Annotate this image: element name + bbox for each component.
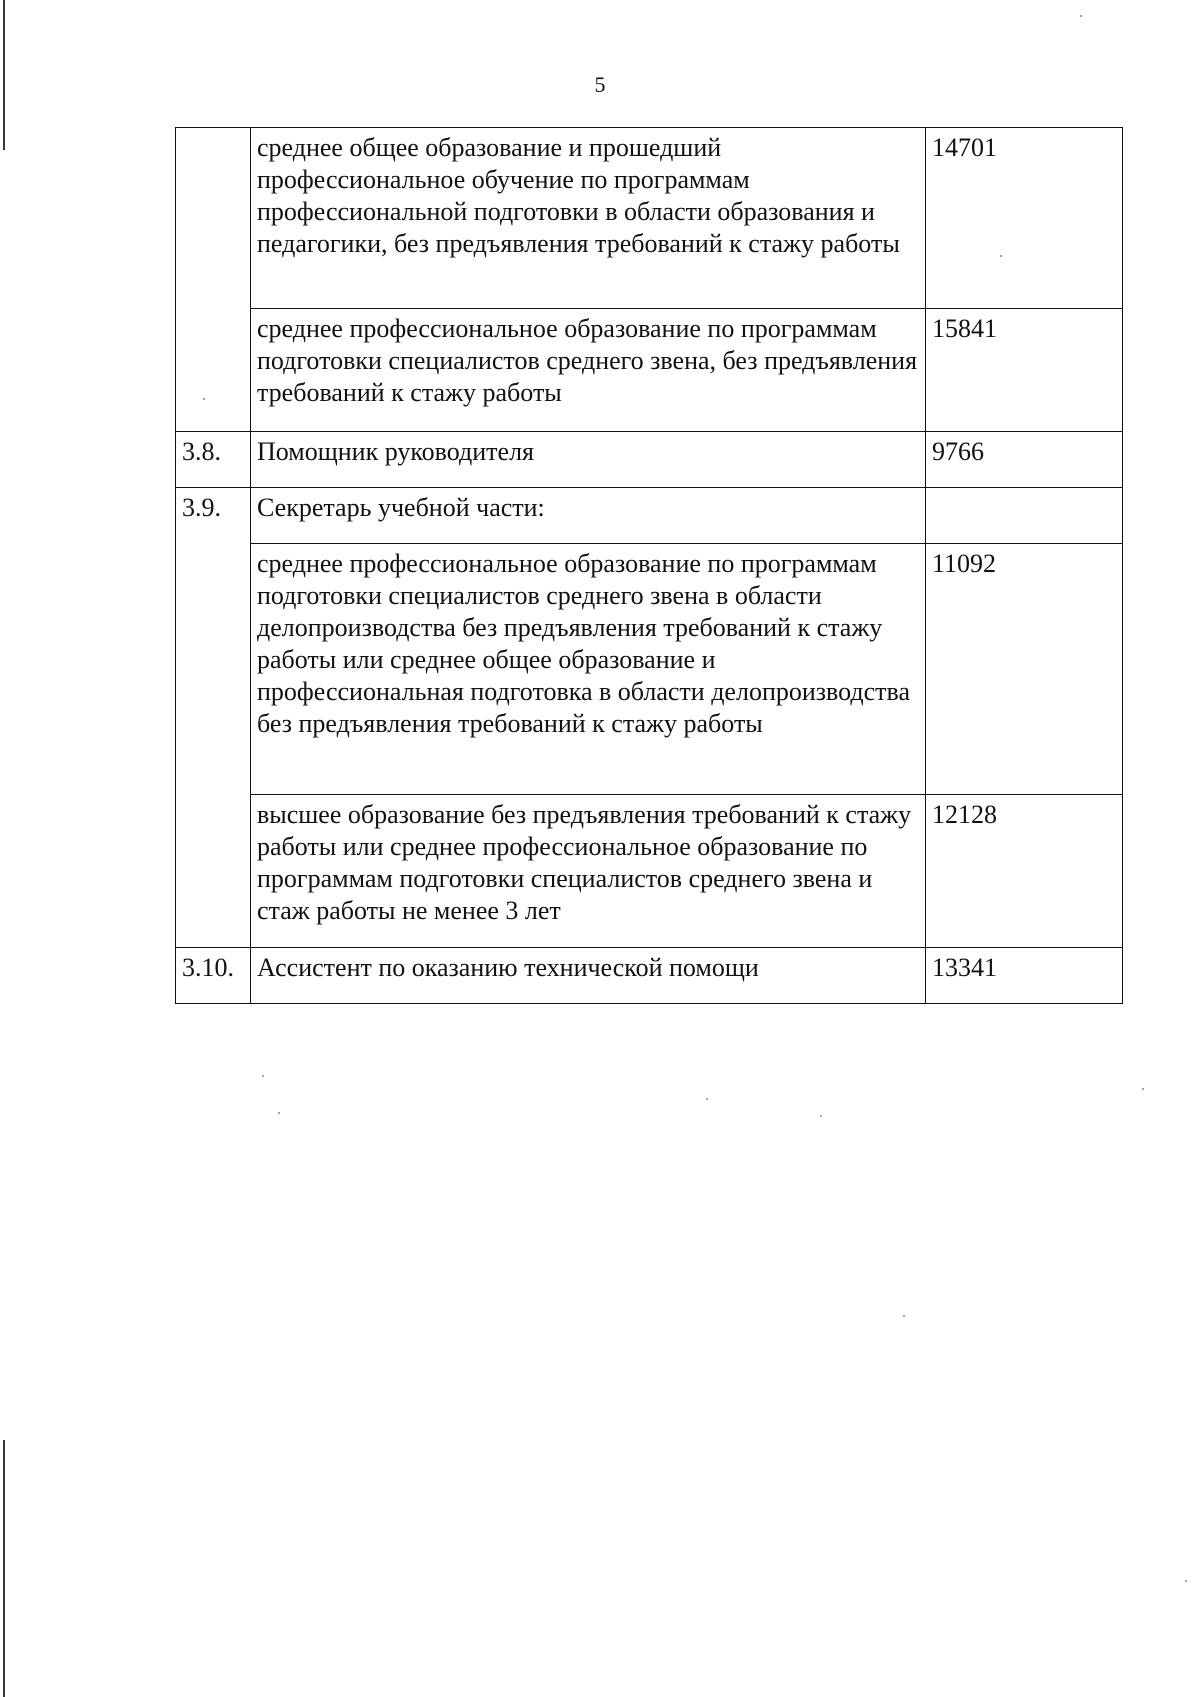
scan-speck — [278, 1112, 280, 1114]
scan-speck — [203, 398, 205, 400]
requirement-cell: среднее профессиональное образование по программам подготовки специалистов среднего звена в области делопроизводства без предъявления требований к стажу работы или среднее общее образование и профессиональная подготовка в области делопроизводства без предъявления требований к стажу работы — [251, 544, 926, 795]
salary-table — [175, 127, 1123, 1004]
table-row — [176, 128, 1123, 309]
table-row — [176, 488, 1123, 544]
requirement-cell: среднее профессиональное образование по программам подготовки специалистов среднего звена, без предъявления требований к стажу работы — [251, 309, 926, 432]
row-number-cell: 3.9. — [176, 488, 251, 948]
table-row — [176, 795, 1123, 948]
scan-edge-bottom — [3, 1440, 5, 1697]
scan-speck — [903, 1315, 905, 1317]
scan-speck — [820, 1115, 822, 1117]
salary-value-cell: 15841 — [926, 309, 1123, 432]
page-number: 5 — [594, 72, 606, 97]
table-row — [176, 948, 1123, 1004]
requirement-cell: среднее общее образование и прошедший профессиональное обучение по программам профессиональной подготовки в области образования и педагогики, без предъявления требований к стажу работы — [251, 128, 926, 309]
row-number-cell — [176, 128, 251, 432]
salary-value-cell: 9766 — [926, 432, 1123, 488]
row-number-cell: 3.10. — [176, 948, 251, 1004]
scan-speck — [1080, 15, 1082, 17]
scan-speck — [706, 1098, 708, 1100]
salary-value-cell: 14701 — [926, 128, 1123, 309]
salary-value-cell — [926, 488, 1123, 544]
salary-value-cell: 13341 — [926, 948, 1123, 1004]
table-row — [176, 309, 1123, 432]
row-number-cell: 3.8. — [176, 432, 251, 488]
position-title-cell: Ассистент по оказанию технической помощи — [251, 948, 926, 1004]
scan-speck — [1185, 1580, 1187, 1582]
scan-speck — [1142, 1088, 1144, 1090]
salary-value-cell: 11092 — [926, 544, 1123, 795]
salary-value-cell: 12128 — [926, 795, 1123, 948]
position-title-cell: Секретарь учебной части: — [251, 488, 926, 544]
table-row — [176, 544, 1123, 795]
position-title-cell: Помощник руководителя — [251, 432, 926, 488]
scan-speck — [1000, 255, 1002, 257]
scan-speck — [262, 1075, 264, 1077]
table-row — [176, 432, 1123, 488]
requirement-cell: высшее образование без предъявления требований к стажу работы или среднее профессиональное образование по программам подготовки специалистов среднего звена и стаж работы не менее 3 лет — [251, 795, 926, 948]
